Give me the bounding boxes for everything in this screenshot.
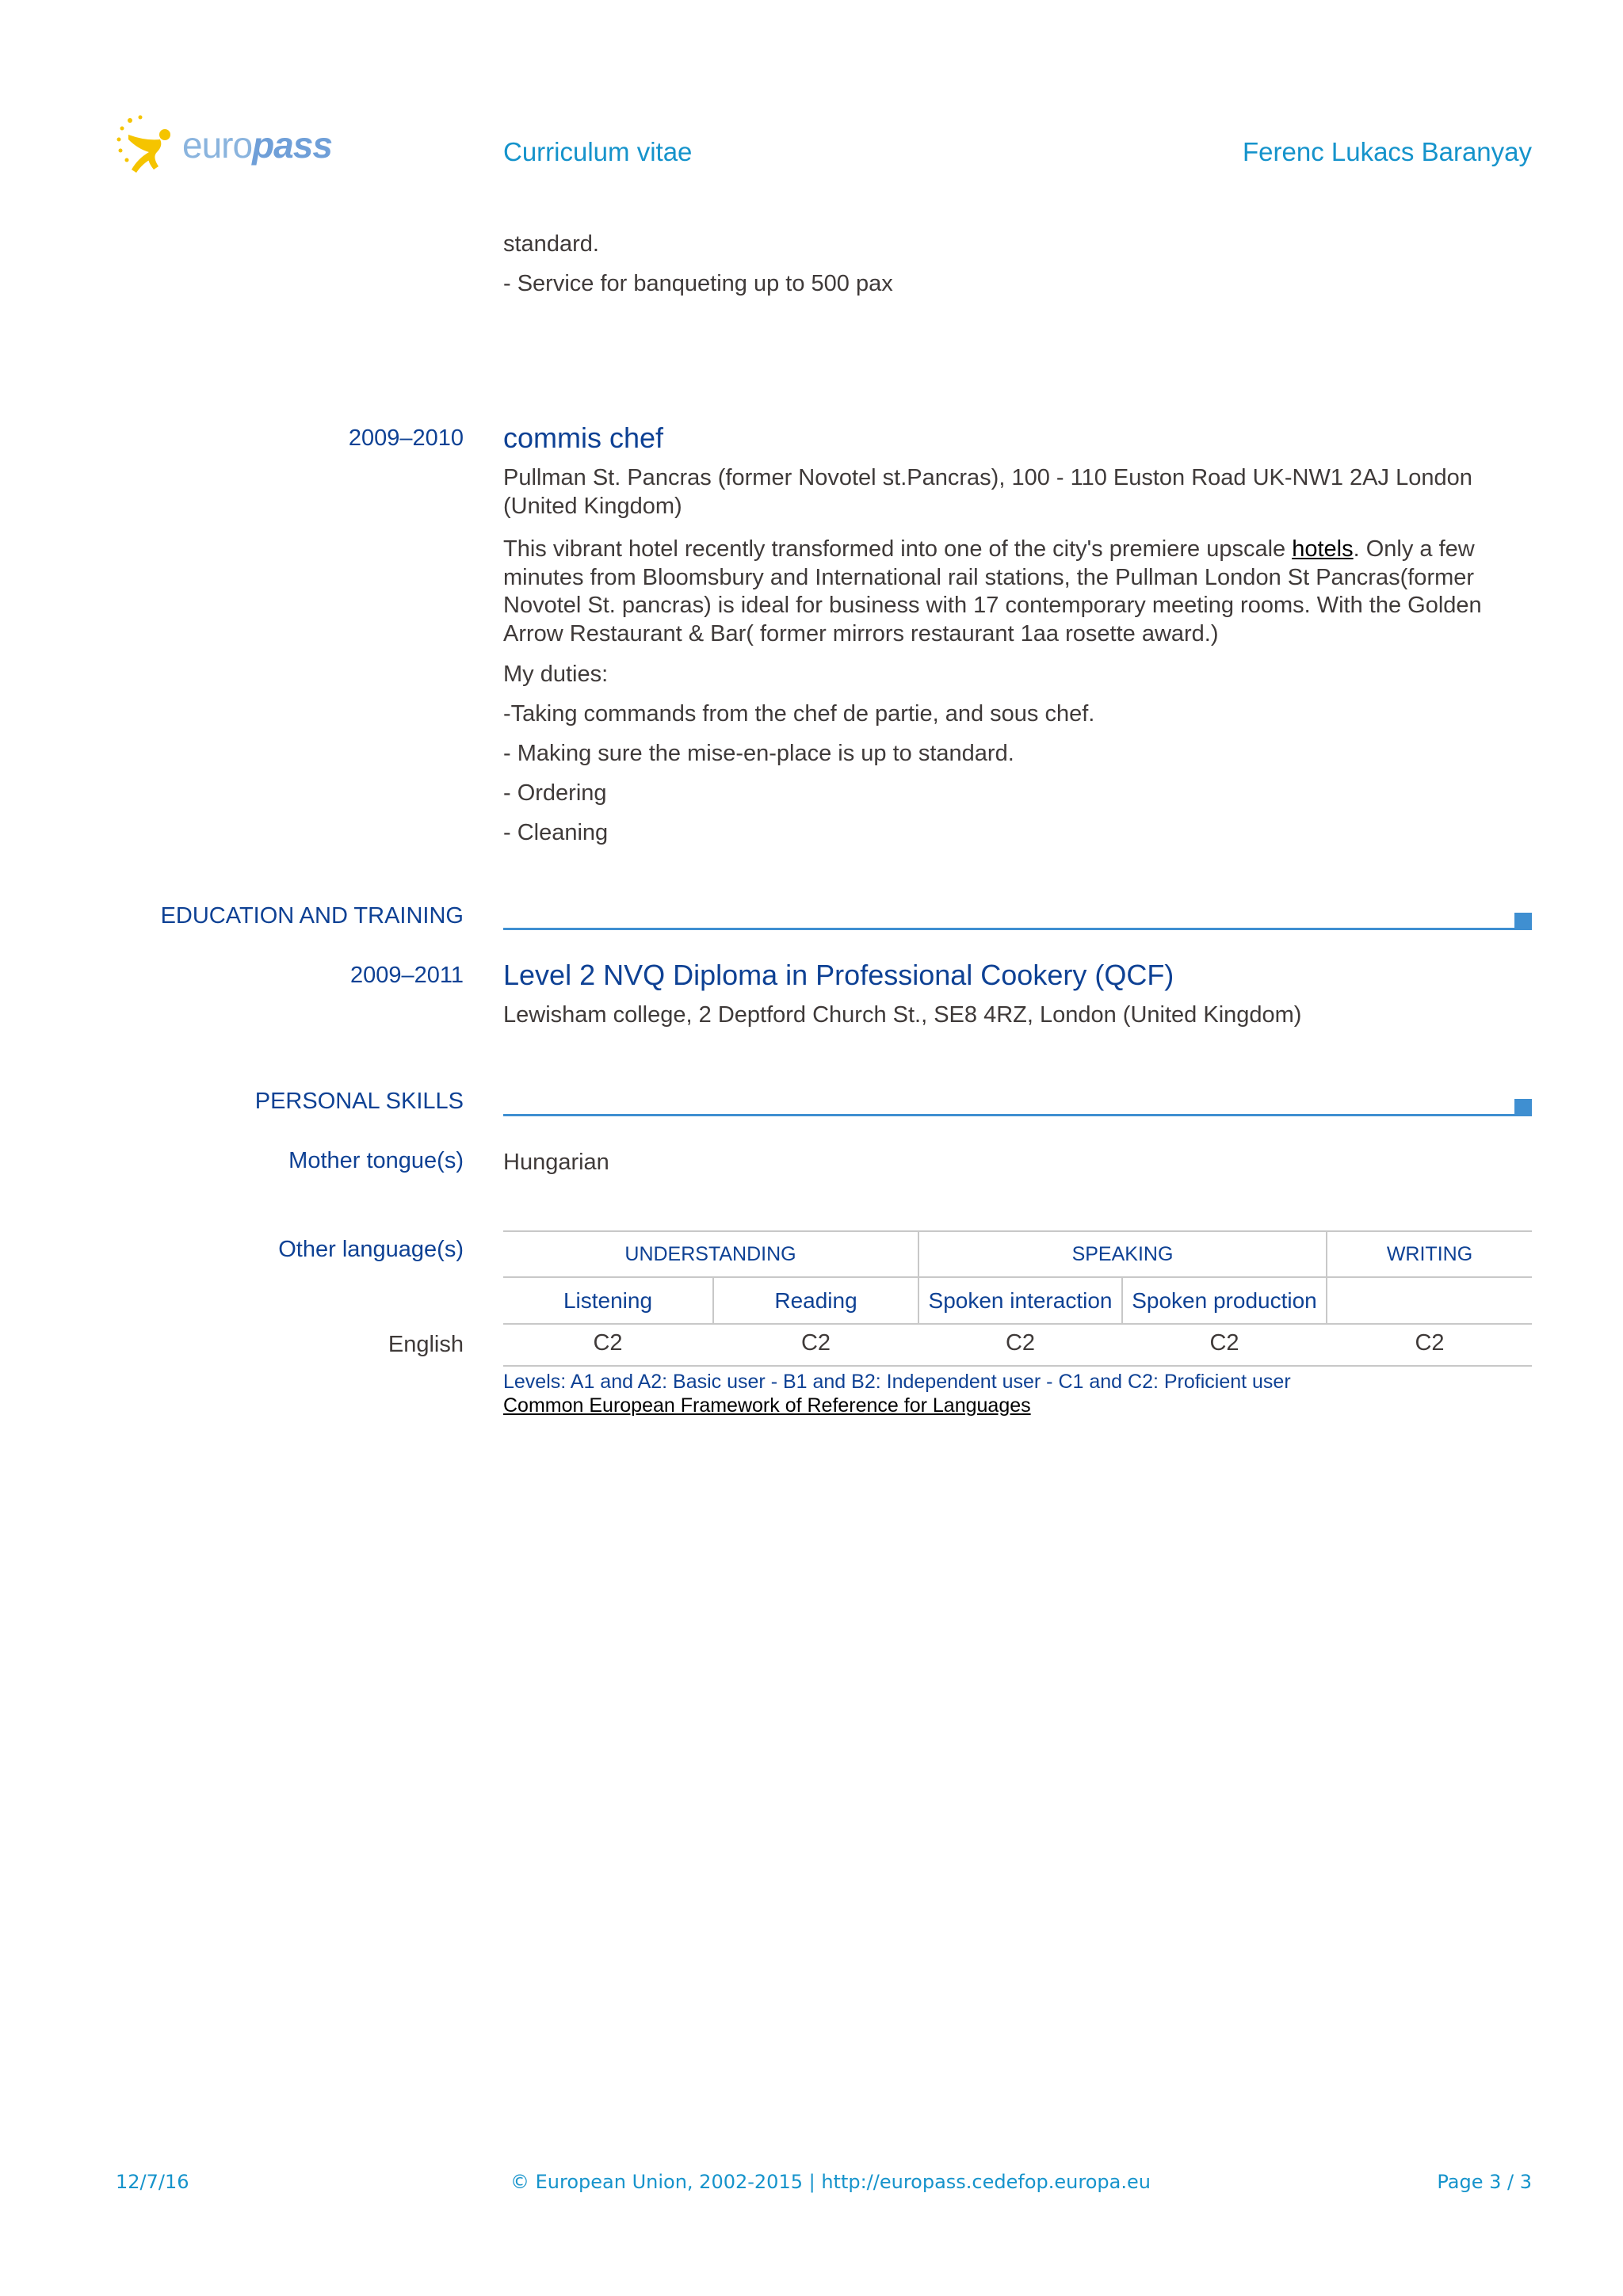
section-rule [503,1114,1514,1116]
table-rule [503,1323,1532,1325]
group-header: SPEAKING [1071,1243,1174,1265]
table-rule [503,1230,1532,1232]
duty-item: - Ordering [503,780,607,806]
section-rule [503,928,1514,930]
level-cell: C2 [1209,1330,1239,1356]
level-cell: C2 [1005,1330,1036,1356]
table-rule [503,1365,1532,1367]
employer-address-cont: (United Kingdom) [503,494,682,519]
duties-heading: My duties: [503,662,609,687]
education-institution: Lewisham college, 2 Deptford Church St., SE8 4RZ, London (United Kingdom) [503,1002,1302,1028]
section-title-personal-skills: PERSONAL SKILLS [254,1089,464,1114]
cefr-link[interactable]: Common European Framework of Reference for Languages [503,1394,1031,1417]
section-marker [1514,913,1532,930]
job-title: commis chef [503,421,664,454]
column-header: Spoken production [1132,1288,1317,1313]
hotels-link[interactable]: hotels [1292,536,1354,562]
footer-page-number: Page 3 / 3 [1437,2171,1532,2193]
section-title-education: EDUCATION AND TRAINING [160,903,464,929]
level-cell: C2 [800,1330,831,1356]
mother-tongue-label: Mother tongue(s) [288,1148,464,1173]
group-header: UNDERSTANDING [624,1243,796,1265]
job-dates: 2009–2010 [348,425,464,451]
employer-address: Pullman St. Pancras (former Novotel st.Pancras), 100 - 110 Euston Road UK-NW1 2AJ London [503,465,1472,490]
column-header: Reading [774,1288,857,1313]
person-name: Ferenc Lukacs Baranyay [1242,137,1532,166]
other-languages-label: Other language(s) [278,1237,464,1262]
column-header: Spoken interaction [928,1288,1113,1313]
job-description: This vibrant hotel recently transformed into one of the city's premiere upscale hotels. Only a few minutes from Bloomsbury and International rail stations, the Pullman London St Pancras(former Novotel St. pancras) is ideal for business with 17 contemporary meeting rooms. With the Golden Arrow Restaurant & Bar( former mirrors restaurant 1aa rosette award.) [503,536,1482,646]
duty-item: - Cleaning [503,820,609,845]
mother-tongue-value: Hungarian [503,1150,609,1175]
section-marker [1514,1099,1532,1116]
group-header: WRITING [1386,1243,1473,1265]
levels-note: Levels: A1 and A2: Basic user - B1 and B2: Independent user - C1 and C2: Proficient user [503,1371,1291,1393]
europass-figure-icon [114,111,185,182]
column-header: Listening [563,1288,653,1313]
education-title: Level 2 NVQ Diploma in Professional Cookery (QCF) [503,959,1174,991]
continued-line: - Service for banqueting up to 500 pax [503,271,893,296]
footer-date: 12/7/16 [116,2171,189,2193]
europass-wordmark: europass [182,124,332,166]
language-name: English [388,1332,464,1357]
duty-item: - Making sure the mise-en-place is up to standard. [503,741,1014,766]
level-cell: C2 [1415,1330,1445,1356]
footer-copyright: © European Union, 2002-2015 | http://europass.cedefop.europa.eu [510,2171,1151,2193]
europass-logo [114,111,344,182]
document-title: Curriculum vitae [503,137,693,166]
continued-line: standard. [503,231,599,257]
level-cell: C2 [593,1330,623,1356]
table-rule [503,1276,1532,1278]
duty-item: -Taking commands from the chef de partie, and sous chef. [503,701,1095,727]
education-dates: 2009–2011 [349,963,464,988]
